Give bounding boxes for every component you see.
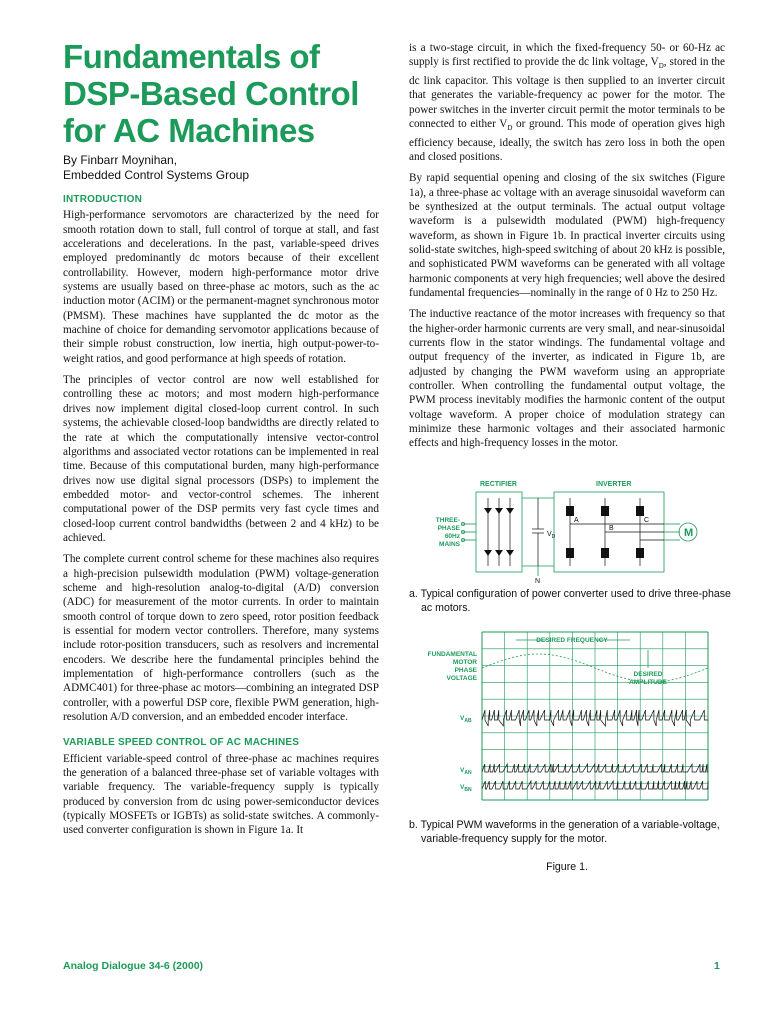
node-a-label: A (574, 517, 579, 524)
vab-sub: AB (464, 718, 472, 724)
van-sub: AN (464, 770, 472, 776)
diode-symbol (506, 508, 514, 514)
text-span: is a two-stage circuit, in which the fixed-frequency 50- or 60-Hz ac supply is first rectified to provide the dc link voltage, V (409, 42, 725, 69)
switch-symbol (636, 506, 644, 516)
node-n-label: N (535, 578, 541, 583)
desired-amplitude-label: AMPLITUDE (629, 679, 667, 686)
figure-1a-schematic (420, 478, 720, 583)
subscript: D (507, 124, 513, 133)
paragraph (409, 41, 725, 164)
paragraph: By rapid sequential opening and closing of the six switches (Figure 1a), a three-phase ac voltage with an average sinusoidal waveform can be synthesized at the output terminals. The actual output voltage waveform is a pulsewidth modulated (PWM) high-frequency waveform, as shown in Figure 1b. In practical inverter circuits using solid-state switches, high-speed switching of about 20 kHz is possible, and sophisticated PWM waveforms can be generated with all voltage harmonic components at very high frequencies; well above the desired fundamental frequencies—nominally in the range of 0 Hz to 250 Hz. (409, 172, 726, 299)
vab-letter: V (460, 715, 465, 722)
node-b-label: B (609, 525, 614, 532)
diode-symbol (495, 508, 503, 514)
figure-1b-waveforms (412, 628, 728, 818)
text-span: or ground. This mode of operation gives high efficiency because, ideally, the switch has zero loss in both the open and closed positions. (409, 117, 725, 163)
rectifier-label: RECTIFIER (480, 481, 517, 488)
input-label-line: 60Hz (444, 533, 460, 540)
switch-symbol (566, 506, 574, 516)
paragraph: High-performance servomotors are characterized by the need for smooth rotation down to stall, full control of torque at stall, and fast accelerations and decelerations. In the past, variable-speed drives employed predominantly dc motors because of their excellent controllability. However, modern high-performance motor drive systems are usually based on three-phase ac motors, such as the ac induction motor (ACIM) or the permanent-magnet synchronous motor (PMSM). These machines have supplanted the dc motor as the machine of choice for demanding servomotor applications because of their simple robust construction, low inertia, high output-power-to-weight ratios, and good performance at high speeds of rotation. (63, 209, 379, 365)
paragraph: Efficient variable-speed control of three-phase ac machines requires the generation of a balanced three-phase set of variable voltages with variable frequency. The variable-frequency supply is typically produced by conversion from dc using power-semiconductor devices (typically MOSFETs or IGBTs) as solid-state switches. A commonly-used converter configuration is shown in Figure 1a. It (63, 752, 379, 837)
desired-frequency-label: DESIRED FREQUENCY (536, 637, 608, 644)
author-name: By Finbarr Moynihan, (63, 153, 178, 167)
article-title: Fundamentals of DSP-Based Control for AC Machines (63, 38, 359, 149)
vd-sub: D (551, 534, 556, 540)
input-label-line: MAINS (439, 541, 460, 548)
figure-1a-caption: a. Typical configuration of power converter used to drive three-phase ac motors. (409, 588, 731, 614)
byline (63, 153, 373, 183)
inverter-label: INVERTER (596, 481, 632, 488)
switch-symbol (601, 506, 609, 516)
diode-symbol (506, 550, 514, 556)
diode-symbol (484, 550, 492, 556)
figure-1b-caption: b. Typical PWM waveforms in the generation of a variable-voltage, variable-frequency supply for the motor. (409, 819, 720, 845)
waveform-grid (482, 632, 708, 800)
switch-symbol (636, 548, 644, 558)
paragraph: The complete current control scheme for these machines also requires a high-precision pulsewidth modulation (PWM) voltage-generation scheme and high-resolution analog-to-digital (A/D) conversion (ADC) for measurement of the motor currents. In order to maintain smooth control of torque down to zero speed, rotor position feedback is essential for modern vector controllers. Therefore, many systems include rotor-position transducers, such as resolvers and incremental encoders. We describe here the fundamental principles behind the implementation of high-performance controllers (such as the ADMC401) for three-phase ac motors—combining an integrated DSP controller, with a powerful DSP core, flexible PWM generation, high-resolution A/D conversion, and an embedded encoder interface. (63, 553, 379, 724)
input-label-line: PHASE (437, 525, 460, 532)
right-column (409, 41, 725, 458)
left-column (63, 193, 379, 845)
paragraph: The principles of vector control are now well established for controlling these ac motors; and most modern high-performance drives now implement digital closed-loop current control. In such systems, the achievable closed-loop bandwidths are directly related to the rate at which the computationally intensive vector-control algorithms and associated vector rotations can be implemented in real time. Because of this computational burden, many high-performance drives now use digital signal processors (DSPs) to implement the embedded motor- and vector-control schemes. The inherent computational power of the DSP permits very fast cycle times and closed-loop current control bandwidths (between 2 and 4 kHz) to be achieved. (63, 374, 379, 544)
fundamental-label-line: PHASE (454, 667, 477, 674)
pwm-trace (482, 764, 708, 772)
fundamental-label-line: VOLTAGE (446, 675, 477, 682)
switch-symbol (566, 548, 574, 558)
journal-footer: Analog Dialogue 34-6 (2000) (63, 960, 204, 972)
input-label-line: THREE- (435, 517, 460, 524)
vab-label (460, 715, 472, 724)
text-span: , stored in the dc link capacitor. This voltage is then supplied to an inverter circuit that generates the variable-frequency ac power for the motor. The power switches in the inverter circuit permit the motor terminals to be connected to either V (409, 56, 725, 130)
desired-amplitude-label: DESIRED (633, 671, 663, 678)
diode-symbol (484, 508, 492, 514)
vbn-letter: V (460, 784, 465, 791)
figure-label: Figure 1. (546, 861, 588, 873)
vbn-label (460, 784, 472, 793)
section-heading-introduction: INTRODUCTION (63, 194, 143, 205)
motor-label: M (684, 527, 694, 539)
author-group: Embedded Control Systems Group (63, 168, 250, 182)
van-letter: V (460, 767, 465, 774)
page-number: 1 (714, 960, 720, 972)
fundamental-label-line: MOTOR (452, 659, 477, 666)
diode-symbol (495, 550, 503, 556)
switch-symbol (601, 548, 609, 558)
fundamental-label-line: FUNDAMENTAL (427, 651, 477, 658)
paragraph: The inductive reactance of the motor increases with frequency so that the higher-order harmonic currents are very small, and near-sinusoidal currents flow in the stator windings. The fundamental voltage and output frequency of the inverter, as indicated in Figure 1b, are adjusted by changing the PWM waveform using an appropriate controller. When controlling the fundamental output voltage, the PWM process inevitably modifies the harmonic content of the output voltage waveform. A proper choice of modulation strategy can minimize these harmonic voltages and their associated harmonic effects and high-frequency losses in the motor. (409, 308, 725, 450)
section-heading-variable-speed: VARIABLE SPEED CONTROL OF AC MACHINES (63, 737, 300, 749)
node-c-label: C (644, 517, 650, 524)
vd-letter: V (547, 531, 552, 538)
vbn-sub: BN (464, 787, 472, 793)
subscript: D (658, 62, 664, 71)
van-label (460, 767, 472, 776)
